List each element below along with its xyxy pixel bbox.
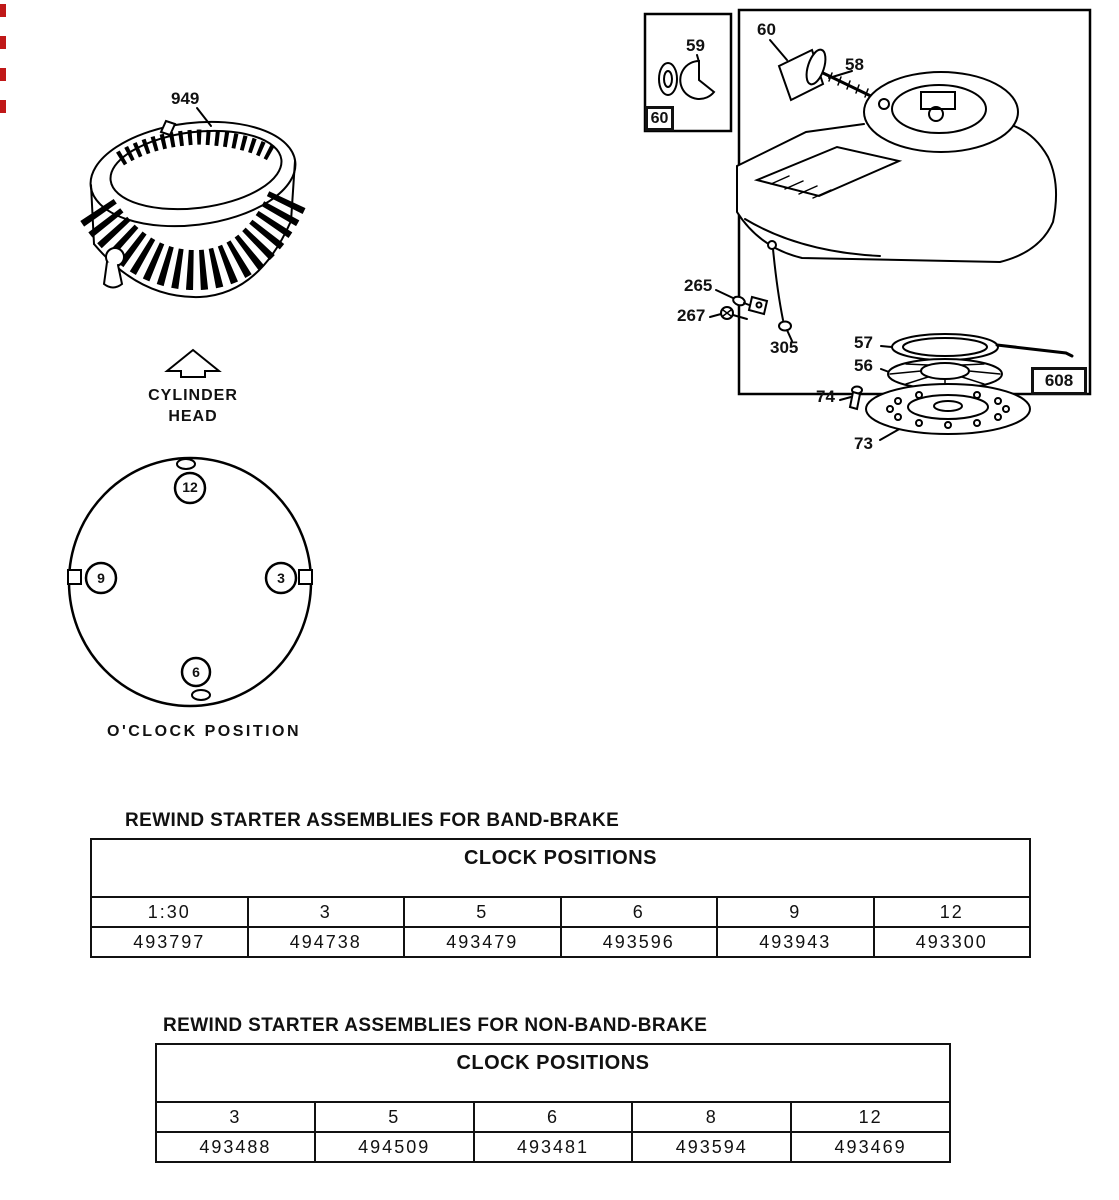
scan-artifact-mark	[0, 100, 6, 113]
clock-position-cell: 3	[229, 1106, 242, 1127]
part-label-265: 265	[684, 276, 713, 295]
part-number-cell: 493479	[403, 928, 560, 956]
part-label-56: 56	[854, 356, 873, 375]
clock-position-6: 6	[192, 664, 200, 680]
part-number-cell: 493594	[631, 1133, 790, 1161]
cylinder-head-arrow-icon	[167, 350, 219, 377]
band-brake-part-numbers-row	[92, 926, 1029, 956]
clock-caption: O'CLOCK POSITION	[107, 723, 302, 740]
clock-position-cell: 5	[314, 1103, 473, 1131]
part-number-cell: 493488	[199, 1136, 272, 1157]
cylinder-head-caption-line1: CYLINDER	[148, 387, 238, 404]
scan-artifact-mark	[0, 68, 6, 81]
clock-position-cell: 5	[403, 898, 560, 926]
non-band-brake-table	[155, 1043, 951, 1163]
clock-position-cell: 1:30	[147, 901, 191, 922]
part-number-cell: 493481	[473, 1133, 632, 1161]
non-band-brake-positions-row	[157, 1101, 949, 1131]
part-label-73: 73	[854, 434, 873, 453]
clock-position-cell: 8	[631, 1103, 790, 1131]
part-label-59: 59	[686, 36, 705, 55]
band-brake-table-header: CLOCK POSITIONS	[463, 847, 658, 869]
part-label-74: 74	[816, 387, 835, 406]
part-label-57: 57	[854, 333, 873, 352]
scan-artifact-mark	[0, 36, 6, 49]
part-number-cell: 493943	[716, 928, 873, 956]
scan-artifact-mark	[0, 4, 6, 17]
part-label-60-boxed: 60	[645, 106, 674, 131]
part-label-267: 267	[677, 306, 706, 325]
band-brake-positions-row	[92, 896, 1029, 926]
starter-ring-drawing	[85, 108, 302, 297]
clock-position-cell: 6	[473, 1103, 632, 1131]
clock-position-cell: 3	[247, 898, 404, 926]
part-label-305: 305	[770, 338, 799, 357]
part-number-cell: 493596	[560, 928, 717, 956]
part-number-cell: 494509	[314, 1133, 473, 1161]
part-number-cell: 493797	[133, 931, 206, 952]
part-label-949: 949	[171, 89, 200, 108]
part-number-cell: 494738	[247, 928, 404, 956]
part-number-cell: 493469	[790, 1133, 949, 1161]
screw-74-drawing	[840, 387, 862, 410]
clock-position-cell: 9	[716, 898, 873, 926]
part-number-cell: 493300	[873, 928, 1030, 956]
blower-housing-drawing	[737, 72, 1056, 320]
starter-screen-73-drawing	[866, 384, 1030, 440]
cylinder-head-caption-line2: HEAD	[168, 408, 218, 425]
starter-spring-57-drawing	[881, 334, 1072, 360]
part-label-608-boxed: 608	[1031, 367, 1087, 395]
non-band-brake-table-title: REWIND STARTER ASSEMBLIES FOR NON-BAND-BRAKE	[163, 1015, 708, 1036]
band-brake-table	[90, 838, 1031, 958]
clock-position-12: 12	[182, 479, 198, 495]
part-label-58: 58	[845, 55, 864, 74]
band-brake-table-title: REWIND STARTER ASSEMBLIES FOR BAND-BRAKE	[125, 810, 620, 831]
non-band-brake-part-numbers-row	[157, 1131, 949, 1161]
clock-position-3: 3	[277, 570, 285, 586]
clock-position-cell: 6	[560, 898, 717, 926]
clock-position-9: 9	[97, 570, 105, 586]
part-label-60: 60	[757, 20, 776, 39]
clock-position-cell: 12	[873, 898, 1030, 926]
clock-position-cell: 12	[790, 1103, 949, 1131]
non-band-brake-table-header: CLOCK POSITIONS	[456, 1052, 650, 1074]
